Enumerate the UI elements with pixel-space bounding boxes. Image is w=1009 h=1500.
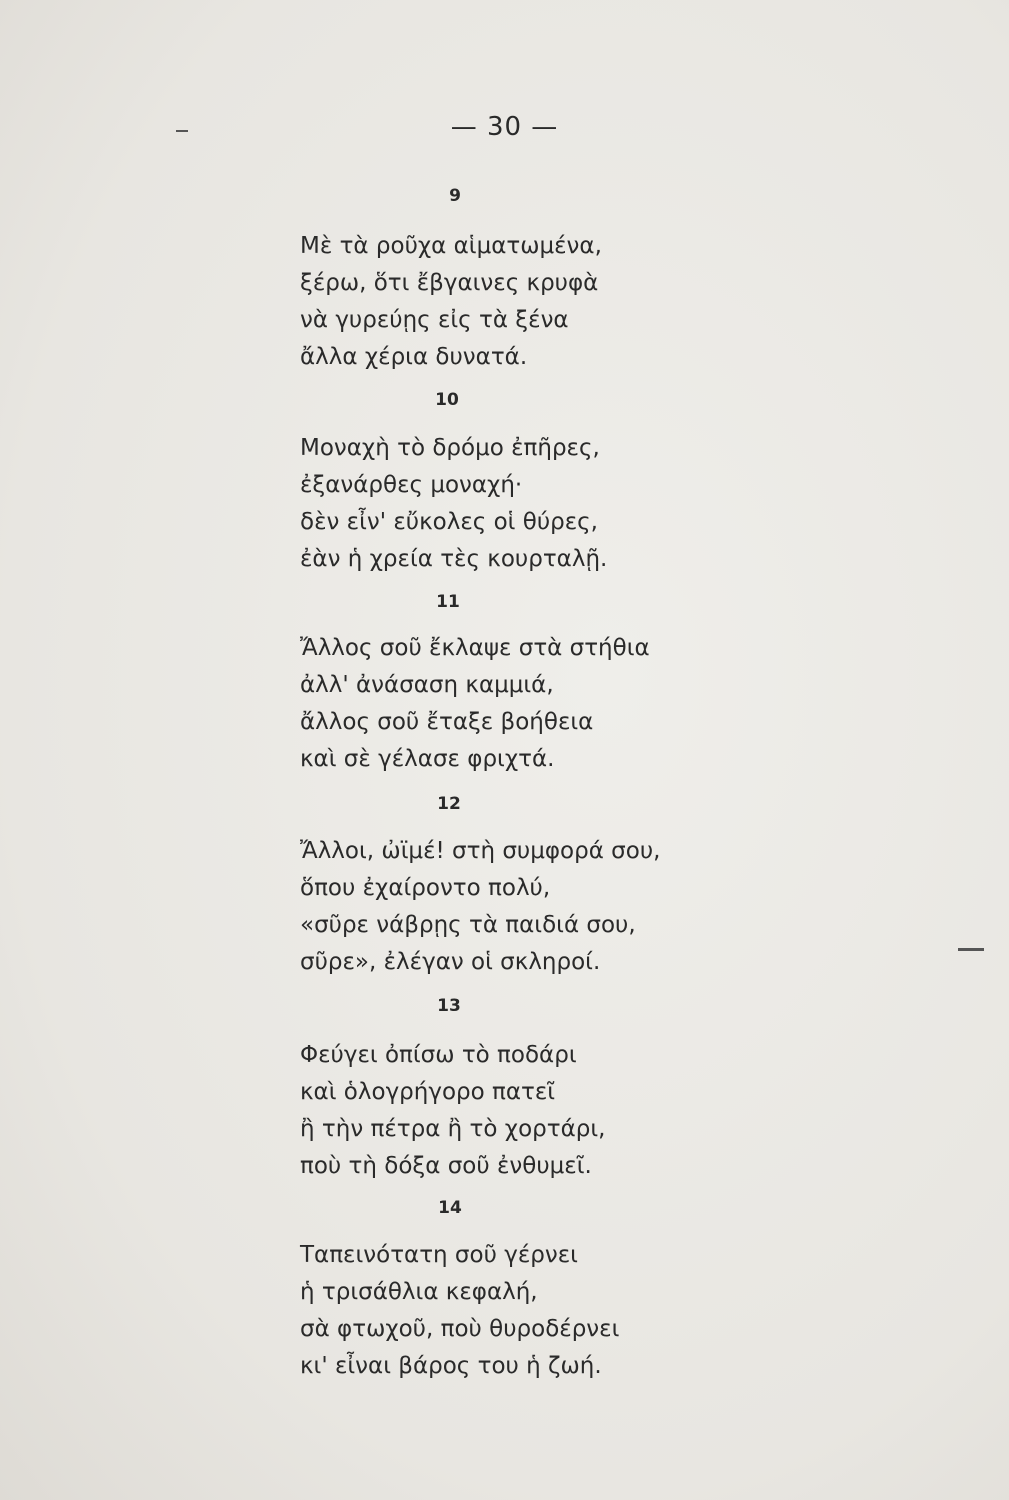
verse-line: Φεύγει ὀπίσω τὸ ποδάρι bbox=[300, 1042, 577, 1068]
verse-line: ξέρω, ὅτι ἔβγαινες κρυφὰ bbox=[300, 270, 599, 296]
stanza-number: 12 bbox=[437, 794, 461, 814]
verse-line: Μὲ τὰ ροῦχα αἱματωμένα, bbox=[300, 233, 602, 259]
verse-line: σὰ φτωχοῦ, ποὺ θυροδέρνει bbox=[300, 1316, 620, 1342]
verse-line: Ταπεινότατη σοῦ γέρνει bbox=[300, 1242, 578, 1268]
stanza-number: 11 bbox=[436, 592, 460, 612]
verse-line: Ἄλλοι, ὠϊμέ! στὴ συμφορά σου, bbox=[300, 838, 661, 864]
verse-line: ἢ τὴν πέτρα ἢ τὸ χορτάρι, bbox=[300, 1116, 606, 1142]
verse-line: ἐξανάρθες μοναχή· bbox=[300, 472, 523, 498]
verse-line: καὶ σὲ γέλασε φριχτά. bbox=[300, 746, 555, 772]
verse-line: Ἄλλος σοῦ ἔκλαψε στὰ στήθια bbox=[300, 635, 650, 661]
stanza-number: 10 bbox=[435, 390, 459, 410]
verse-line: ἐὰν ἡ χρεία τὲς κουρταλῇ. bbox=[300, 546, 608, 572]
stanza-number: 9 bbox=[449, 186, 461, 206]
verse-line: ὅπου ἐχαίροντο πολύ, bbox=[300, 875, 551, 901]
verse-line: Μοναχὴ τὸ δρόμο ἐπῆρες, bbox=[300, 435, 600, 461]
verse-line: ἀλλ' ἀνάσαση καμμιά, bbox=[300, 672, 554, 698]
stanza-number: 13 bbox=[437, 996, 461, 1016]
verse-line: ποὺ τὴ δόξα σοῦ ἐνθυμεῖ. bbox=[300, 1153, 592, 1179]
verse-line: ἄλλα χέρια δυνατά. bbox=[300, 344, 528, 370]
verse-line: νὰ γυρεύῃς εἰς τὰ ξένα bbox=[300, 307, 569, 333]
verse-line: καὶ ὁλογρήγορο πατεῖ bbox=[300, 1079, 556, 1105]
verse-line: δὲν εἶν' εὔκολες οἱ θύρες, bbox=[300, 509, 598, 535]
verse-line: «σῦρε νάβρῃς τὰ παιδιά σου, bbox=[300, 912, 636, 938]
stanza-number: 14 bbox=[438, 1198, 462, 1218]
verse-line: ἡ τρισάθλια κεφαλή, bbox=[300, 1279, 538, 1305]
verse-line: κι' εἶναι βάρος του ἡ ζωή. bbox=[300, 1353, 602, 1379]
verse-line: ἄλλος σοῦ ἔταξε βοήθεια bbox=[300, 709, 594, 735]
verse-line: σῦρε», ἐλέγαν οἱ σκληροί. bbox=[300, 949, 601, 975]
margin-dash-right bbox=[958, 948, 984, 951]
page-number: — 30 — bbox=[450, 112, 559, 142]
